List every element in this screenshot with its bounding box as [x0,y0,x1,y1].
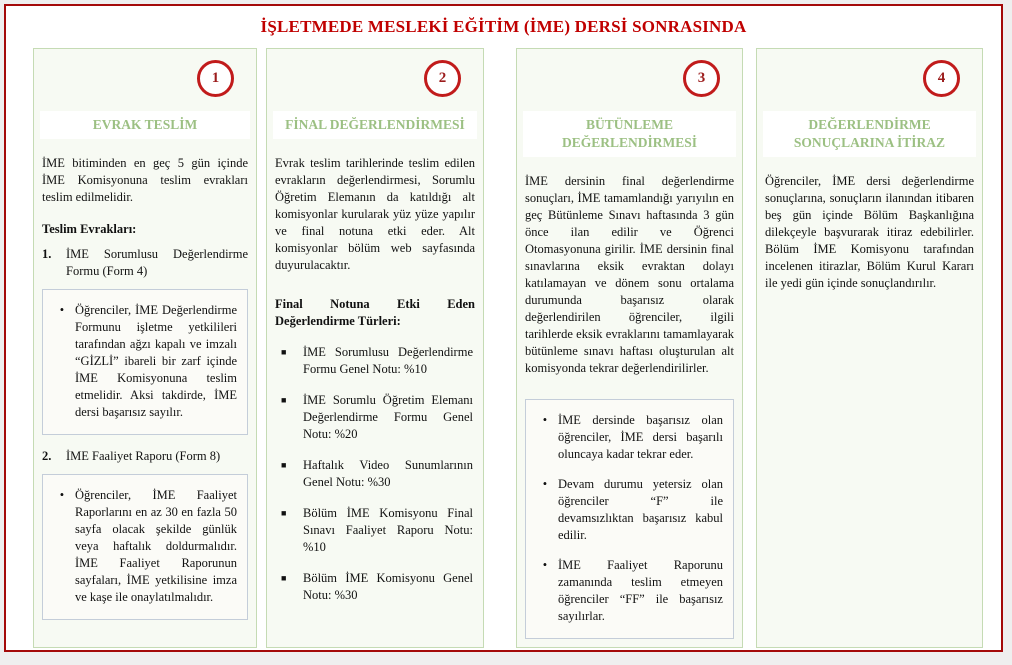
step-number-badge [424,60,461,97]
bullet-dot-icon: • [59,488,65,502]
bullet-square-icon: ■ [281,573,287,583]
column-header: FİNAL DEĞERLENDİRMESİ [273,111,477,139]
step-number-badge [197,60,234,97]
bullet-dot-icon: • [542,413,548,427]
bullet-square-icon: ■ [281,395,287,405]
bullet-text: Bölüm İME Komisyonu Final Sınavı Faaliyet Raporu Notu: %10 [303,506,473,554]
bullet-text: Öğrenciler, İME Faaliyet Raporlarını en az 30 en fazla 50 sayfa olacak şekilde günlük veya haftalık doldurmalıdır. İME Faaliyet Raporunun sayfaları, İME yetkilisine imza ve kaşe ile onaylatılmalıdır. [75,488,237,604]
item-label: İME Sorumlusu Değerlendirme Formu (Form 4) [66,247,248,278]
column-header: EVRAK TESLİM [40,111,250,139]
column-body [517,173,742,639]
intro-paragraph: İME dersinin final değerlendirme sonuçları, İME tamamlandığı yarıyılın en geç Bütünleme Sınavı haftasında 3 gün önce ilan edilir ve Öğrenci Otomasyonuna girilir. İME dersinin final sınavlarına eksik evraktan dolayı katılamayan ve dönem sonu ortalama durumunda başarısız olarak değerlendirilen öğrenciler, ilgili tarihlerde eksik evraklarını tamamlayarak bütünleme sınavı haftası oluşturulan alt komisyonda tekrar değerlendirilirler. [525,174,734,375]
intro-paragraph: İME bitiminden en geç 5 gün içinde İME Komisyonuna teslim evrakları teslim edilmelidir. [42,156,248,204]
step-number-badge [923,60,960,97]
note-box [525,399,734,639]
step-column-butunleme-degerlendirmesi [516,48,743,648]
step-number: 3 [697,70,706,86]
item-label: İME Faaliyet Raporu (Form 8) [66,449,221,463]
page-frame [4,4,1003,652]
bullet-text: İME Sorumlusu Değerlendirme Formu Genel Notu: %10 [303,345,473,376]
bullet-item [275,392,475,443]
bullet-square-icon: ■ [281,347,287,357]
step-column-evrak-teslim [33,48,257,648]
bullet-item [275,505,475,556]
bullet-text: Haftalık Video Sunumlarının Genel Notu: %30 [303,458,473,489]
bullet-text: Devam durumu yetersiz olan öğrenciler “F” ile devamsızlıktan başarısız kabul edilir. [558,477,723,542]
numbered-item [42,448,248,465]
bullet-item [532,557,725,625]
note-box [42,289,248,435]
column-header: DEĞERLENDİRME SONUÇLARINA İTİRAZ [763,111,976,157]
bullet-text: İME Sorumlu Öğretim Elemanı Değerlendirme Formu Genel Notu: %20 [303,393,473,441]
bullet-list [275,344,475,604]
bullet-text: İME Faaliyet Raporunu zamanında teslim etmeyen öğrenciler “FF” ile başarısız sayılırlar. [558,558,723,623]
list-heading: Teslim Evrakları: [42,222,137,236]
column-body [34,155,256,620]
bullet-item [275,457,475,491]
bullet-item [49,302,239,421]
bullet-item [532,476,725,544]
step-column-final-degerlendirmesi [266,48,484,648]
note-box [42,474,248,620]
bullet-dot-icon: • [542,558,548,572]
column-body [267,155,483,604]
bullet-dot-icon: • [59,303,65,317]
bullet-text: Bölüm İME Komisyonu Genel Notu: %30 [303,571,473,602]
step-number: 2 [438,70,447,86]
step-number: 1 [211,70,220,86]
column-header: BÜTÜNLEME DEĞERLENDİRMESİ [523,111,736,157]
step-number: 4 [937,70,946,86]
intro-paragraph: Evrak teslim tarihlerinde teslim edilen evrakların değerlendirmesi, Sorumlu Öğretim Elemanın da katıldığı alt komisyonlar kurularak yüz yüze yapılır ve final notuna etki eder. Alt komisyonlar bölüm web sayfasında duyurulacaktır. [275,156,475,272]
item-number: 1. [42,247,52,261]
bullet-text: İME dersinde başarısız olan öğrenciler, İME dersi başarılı oluncaya kadar tekrar eder. [558,413,723,461]
bullet-item [275,344,475,378]
bullet-square-icon: ■ [281,508,287,518]
bullet-square-icon: ■ [281,460,287,470]
intro-paragraph: Öğrenciler, İME dersi değerlendirme sonuçlarına, sonuçların ilanından itibaren beş gün içinde Bölüm Başkanlığına dilekçeyle başvurarak itiraz edebilirler. Bölüm İME Komisyonu tarafından incelenen itirazlar, Bölüm Kurul Kararı ile yedi gün içinde sonuçlandırılır. [765,174,974,290]
item-number: 2. [42,449,52,463]
column-body [757,173,982,292]
step-number-badge [683,60,720,97]
step-column-sonuclara-itiraz [756,48,983,648]
list-heading: Final Notuna Etki Eden Değerlendirme Türleri: [275,297,475,328]
bullet-dot-icon: • [542,477,548,491]
bullet-item [532,412,725,463]
bullet-item [49,487,239,606]
numbered-item [42,246,248,280]
page-title: İŞLETMEDE MESLEKİ EĞİTİM (İME) DERSİ SONRASINDA [260,17,747,36]
bullet-text: Öğrenciler, İME Değerlendirme Formunu işletme yetkilileri tarafından ağzı kapalı ve imzalı “GİZLİ” ibareli bir zarf içinde İME Komisyonuna teslim etmelidir. Aksi takdirde, İME dersi başarısız sayılır. [75,303,237,419]
bullet-item [275,570,475,604]
